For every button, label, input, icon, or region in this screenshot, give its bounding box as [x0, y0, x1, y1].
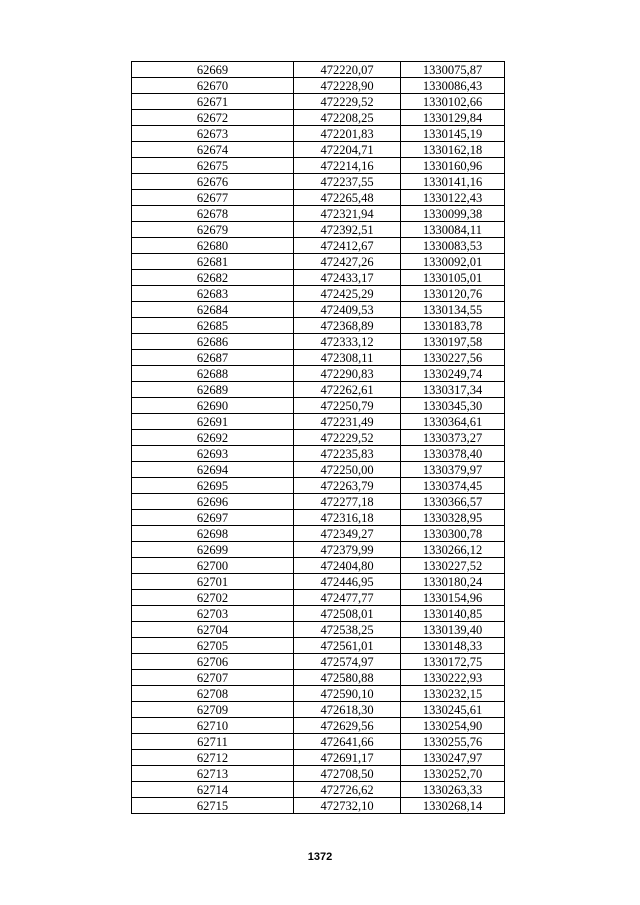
y-coordinate-cell: 1330317,34	[401, 382, 505, 398]
point-number-cell: 62683	[132, 286, 294, 302]
point-number-cell: 62687	[132, 350, 294, 366]
point-number-cell: 62686	[132, 334, 294, 350]
point-number-cell: 62670	[132, 78, 294, 94]
point-number-cell: 62684	[132, 302, 294, 318]
point-number-cell: 62676	[132, 174, 294, 190]
table-row	[132, 670, 505, 686]
x-coordinate-cell: 472732,10	[294, 798, 401, 814]
point-number-cell: 62695	[132, 478, 294, 494]
point-number-cell: 62672	[132, 110, 294, 126]
y-coordinate-cell: 1330154,96	[401, 590, 505, 606]
x-coordinate-cell: 472321,94	[294, 206, 401, 222]
y-coordinate-cell: 1330379,97	[401, 462, 505, 478]
point-number-cell: 62704	[132, 622, 294, 638]
y-coordinate-cell: 1330183,78	[401, 318, 505, 334]
x-coordinate-cell: 472708,50	[294, 766, 401, 782]
point-number-cell: 62709	[132, 702, 294, 718]
table-row	[132, 366, 505, 382]
table-row	[132, 174, 505, 190]
point-number-cell: 62681	[132, 254, 294, 270]
y-coordinate-cell: 1330328,95	[401, 510, 505, 526]
y-coordinate-cell: 1330373,27	[401, 430, 505, 446]
y-coordinate-cell: 1330345,30	[401, 398, 505, 414]
x-coordinate-cell: 472333,12	[294, 334, 401, 350]
x-coordinate-cell: 472726,62	[294, 782, 401, 798]
point-number-cell: 62680	[132, 238, 294, 254]
point-number-cell: 62674	[132, 142, 294, 158]
y-coordinate-cell: 1330245,61	[401, 702, 505, 718]
point-number-cell: 62710	[132, 718, 294, 734]
table-row	[132, 798, 505, 814]
point-number-cell: 62698	[132, 526, 294, 542]
y-coordinate-cell: 1330378,40	[401, 446, 505, 462]
x-coordinate-cell: 472433,17	[294, 270, 401, 286]
x-coordinate-cell: 472229,52	[294, 94, 401, 110]
table-row	[132, 382, 505, 398]
point-number-cell: 62711	[132, 734, 294, 750]
x-coordinate-cell: 472235,83	[294, 446, 401, 462]
table-row	[132, 478, 505, 494]
y-coordinate-cell: 1330180,24	[401, 574, 505, 590]
y-coordinate-cell: 1330099,38	[401, 206, 505, 222]
x-coordinate-cell: 472629,56	[294, 718, 401, 734]
x-coordinate-cell: 472263,79	[294, 478, 401, 494]
table-row	[132, 542, 505, 558]
point-number-cell: 62706	[132, 654, 294, 670]
y-coordinate-cell: 1330255,76	[401, 734, 505, 750]
y-coordinate-cell: 1330374,45	[401, 478, 505, 494]
x-coordinate-cell: 472220,07	[294, 62, 401, 78]
table-row	[132, 286, 505, 302]
point-number-cell: 62701	[132, 574, 294, 590]
x-coordinate-cell: 472290,83	[294, 366, 401, 382]
coordinates-table	[131, 61, 505, 814]
x-coordinate-cell: 472201,83	[294, 126, 401, 142]
x-coordinate-cell: 472409,53	[294, 302, 401, 318]
x-coordinate-cell: 472262,61	[294, 382, 401, 398]
y-coordinate-cell: 1330222,93	[401, 670, 505, 686]
point-number-cell: 62699	[132, 542, 294, 558]
x-coordinate-cell: 472580,88	[294, 670, 401, 686]
x-coordinate-cell: 472477,77	[294, 590, 401, 606]
y-coordinate-cell: 1330197,58	[401, 334, 505, 350]
point-number-cell: 62696	[132, 494, 294, 510]
point-number-cell: 62675	[132, 158, 294, 174]
table-row	[132, 734, 505, 750]
table-row	[132, 62, 505, 78]
table-row	[132, 398, 505, 414]
x-coordinate-cell: 472316,18	[294, 510, 401, 526]
table-row	[132, 526, 505, 542]
y-coordinate-cell: 1330075,87	[401, 62, 505, 78]
y-coordinate-cell: 1330252,70	[401, 766, 505, 782]
point-number-cell: 62691	[132, 414, 294, 430]
table-row	[132, 78, 505, 94]
point-number-cell: 62677	[132, 190, 294, 206]
y-coordinate-cell: 1330162,18	[401, 142, 505, 158]
point-number-cell: 62679	[132, 222, 294, 238]
y-coordinate-cell: 1330160,96	[401, 158, 505, 174]
y-coordinate-cell: 1330172,75	[401, 654, 505, 670]
x-coordinate-cell: 472412,67	[294, 238, 401, 254]
x-coordinate-cell: 472208,25	[294, 110, 401, 126]
x-coordinate-cell: 472561,01	[294, 638, 401, 654]
table-row	[132, 446, 505, 462]
point-number-cell: 62669	[132, 62, 294, 78]
x-coordinate-cell: 472392,51	[294, 222, 401, 238]
x-coordinate-cell: 472508,01	[294, 606, 401, 622]
table-row	[132, 766, 505, 782]
y-coordinate-cell: 1330141,16	[401, 174, 505, 190]
page-number: 1372	[307, 851, 333, 863]
table-row	[132, 558, 505, 574]
y-coordinate-cell: 1330134,55	[401, 302, 505, 318]
table-row	[132, 318, 505, 334]
table-row	[132, 430, 505, 446]
y-coordinate-cell: 1330148,33	[401, 638, 505, 654]
table-row	[132, 494, 505, 510]
table-row	[132, 158, 505, 174]
table-row	[132, 206, 505, 222]
table-row	[132, 302, 505, 318]
x-coordinate-cell: 472237,55	[294, 174, 401, 190]
point-number-cell: 62703	[132, 606, 294, 622]
x-coordinate-cell: 472379,99	[294, 542, 401, 558]
x-coordinate-cell: 472229,52	[294, 430, 401, 446]
y-coordinate-cell: 1330364,61	[401, 414, 505, 430]
y-coordinate-cell: 1330247,97	[401, 750, 505, 766]
point-number-cell: 62702	[132, 590, 294, 606]
table-row	[132, 718, 505, 734]
table-row	[132, 590, 505, 606]
x-coordinate-cell: 472427,26	[294, 254, 401, 270]
table-row	[132, 686, 505, 702]
point-number-cell: 62671	[132, 94, 294, 110]
point-number-cell: 62673	[132, 126, 294, 142]
y-coordinate-cell: 1330254,90	[401, 718, 505, 734]
y-coordinate-cell: 1330086,43	[401, 78, 505, 94]
y-coordinate-cell: 1330092,01	[401, 254, 505, 270]
y-coordinate-cell: 1330083,53	[401, 238, 505, 254]
y-coordinate-cell: 1330263,33	[401, 782, 505, 798]
point-number-cell: 62700	[132, 558, 294, 574]
y-coordinate-cell: 1330300,78	[401, 526, 505, 542]
y-coordinate-cell: 1330129,84	[401, 110, 505, 126]
table-row	[132, 142, 505, 158]
y-coordinate-cell: 1330268,14	[401, 798, 505, 814]
x-coordinate-cell: 472446,95	[294, 574, 401, 590]
table-row	[132, 462, 505, 478]
x-coordinate-cell: 472574,97	[294, 654, 401, 670]
table-row	[132, 126, 505, 142]
y-coordinate-cell: 1330139,40	[401, 622, 505, 638]
table-row	[132, 238, 505, 254]
x-coordinate-cell: 472641,66	[294, 734, 401, 750]
table-row	[132, 110, 505, 126]
y-coordinate-cell: 1330120,76	[401, 286, 505, 302]
table-row	[132, 222, 505, 238]
y-coordinate-cell: 1330084,11	[401, 222, 505, 238]
table-row	[132, 750, 505, 766]
table-row	[132, 270, 505, 286]
y-coordinate-cell: 1330266,12	[401, 542, 505, 558]
point-number-cell: 62705	[132, 638, 294, 654]
table-row	[132, 702, 505, 718]
y-coordinate-cell: 1330366,57	[401, 494, 505, 510]
y-coordinate-cell: 1330145,19	[401, 126, 505, 142]
table-row	[132, 638, 505, 654]
y-coordinate-cell: 1330122,43	[401, 190, 505, 206]
table-row	[132, 606, 505, 622]
point-number-cell: 62715	[132, 798, 294, 814]
point-number-cell: 62682	[132, 270, 294, 286]
point-number-cell: 62694	[132, 462, 294, 478]
coordinates-table-body	[132, 62, 505, 814]
table-row	[132, 190, 505, 206]
x-coordinate-cell: 472250,79	[294, 398, 401, 414]
point-number-cell: 62714	[132, 782, 294, 798]
point-number-cell: 62713	[132, 766, 294, 782]
point-number-cell: 62693	[132, 446, 294, 462]
x-coordinate-cell: 472228,90	[294, 78, 401, 94]
point-number-cell: 62685	[132, 318, 294, 334]
table-row	[132, 622, 505, 638]
table-row	[132, 254, 505, 270]
point-number-cell: 62697	[132, 510, 294, 526]
table-row	[132, 414, 505, 430]
table-row	[132, 782, 505, 798]
x-coordinate-cell: 472425,29	[294, 286, 401, 302]
table-row	[132, 574, 505, 590]
x-coordinate-cell: 472349,27	[294, 526, 401, 542]
point-number-cell: 62708	[132, 686, 294, 702]
point-number-cell: 62690	[132, 398, 294, 414]
x-coordinate-cell: 472538,25	[294, 622, 401, 638]
x-coordinate-cell: 472368,89	[294, 318, 401, 334]
x-coordinate-cell: 472250,00	[294, 462, 401, 478]
x-coordinate-cell: 472308,11	[294, 350, 401, 366]
y-coordinate-cell: 1330102,66	[401, 94, 505, 110]
point-number-cell: 62678	[132, 206, 294, 222]
y-coordinate-cell: 1330140,85	[401, 606, 505, 622]
point-number-cell: 62689	[132, 382, 294, 398]
y-coordinate-cell: 1330232,15	[401, 686, 505, 702]
y-coordinate-cell: 1330249,74	[401, 366, 505, 382]
table-row	[132, 334, 505, 350]
x-coordinate-cell: 472691,17	[294, 750, 401, 766]
y-coordinate-cell: 1330227,56	[401, 350, 505, 366]
point-number-cell: 62692	[132, 430, 294, 446]
x-coordinate-cell: 472618,30	[294, 702, 401, 718]
table-row	[132, 94, 505, 110]
x-coordinate-cell: 472590,10	[294, 686, 401, 702]
y-coordinate-cell: 1330227,52	[401, 558, 505, 574]
point-number-cell: 62688	[132, 366, 294, 382]
x-coordinate-cell: 472265,48	[294, 190, 401, 206]
table-row	[132, 350, 505, 366]
x-coordinate-cell: 472214,16	[294, 158, 401, 174]
table-row	[132, 510, 505, 526]
x-coordinate-cell: 472204,71	[294, 142, 401, 158]
table-row	[132, 654, 505, 670]
x-coordinate-cell: 472277,18	[294, 494, 401, 510]
point-number-cell: 62712	[132, 750, 294, 766]
y-coordinate-cell: 1330105,01	[401, 270, 505, 286]
x-coordinate-cell: 472404,80	[294, 558, 401, 574]
x-coordinate-cell: 472231,49	[294, 414, 401, 430]
point-number-cell: 62707	[132, 670, 294, 686]
